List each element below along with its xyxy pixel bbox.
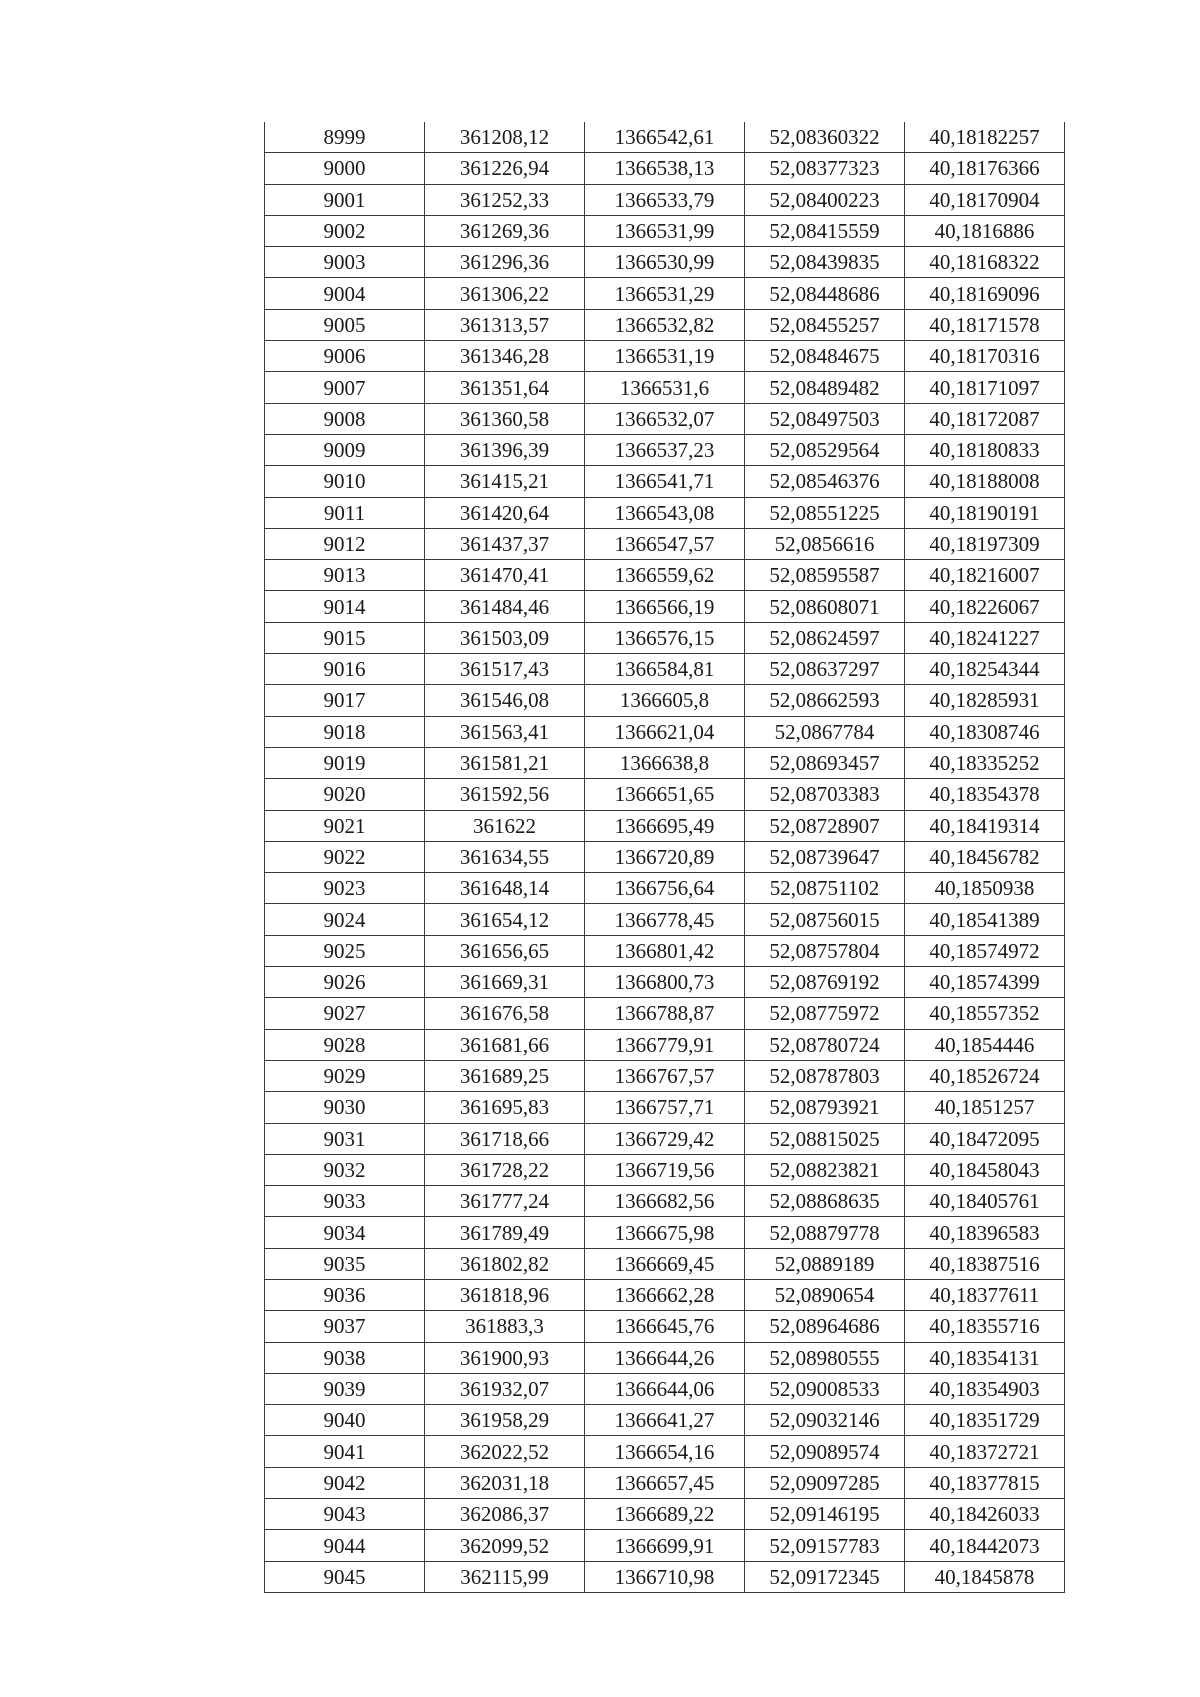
x-coordinate-cell: 361728,22 — [425, 1154, 585, 1185]
table-row — [265, 1405, 1065, 1436]
table-row — [265, 466, 1065, 497]
y-coordinate-cell: 1366584,81 — [585, 654, 745, 685]
point-number-cell: 9035 — [265, 1248, 425, 1279]
longitude-cell: 40,18171578 — [905, 309, 1065, 340]
y-coordinate-cell: 1366682,56 — [585, 1186, 745, 1217]
y-coordinate-cell: 1366605,8 — [585, 685, 745, 716]
x-coordinate-cell: 361654,12 — [425, 904, 585, 935]
latitude-cell: 52,08662593 — [745, 685, 905, 716]
y-coordinate-cell: 1366541,71 — [585, 466, 745, 497]
longitude-cell: 40,18574399 — [905, 967, 1065, 998]
table-row — [265, 247, 1065, 278]
point-number-cell: 9022 — [265, 841, 425, 872]
latitude-cell: 52,08823821 — [745, 1154, 905, 1185]
longitude-cell: 40,1845878 — [905, 1561, 1065, 1592]
x-coordinate-cell: 361634,55 — [425, 841, 585, 872]
x-coordinate-cell: 362086,37 — [425, 1499, 585, 1530]
latitude-cell: 52,08769192 — [745, 967, 905, 998]
point-number-cell: 9021 — [265, 810, 425, 841]
x-coordinate-cell: 361622 — [425, 810, 585, 841]
x-coordinate-cell: 361346,28 — [425, 341, 585, 372]
x-coordinate-cell: 361681,66 — [425, 1029, 585, 1060]
y-coordinate-cell: 1366621,04 — [585, 716, 745, 747]
point-number-cell: 9045 — [265, 1561, 425, 1592]
y-coordinate-cell: 1366644,26 — [585, 1342, 745, 1373]
y-coordinate-cell: 1366530,99 — [585, 247, 745, 278]
point-number-cell: 9003 — [265, 247, 425, 278]
latitude-cell: 52,09089574 — [745, 1436, 905, 1467]
point-number-cell: 9024 — [265, 904, 425, 935]
y-coordinate-cell: 1366531,19 — [585, 341, 745, 372]
x-coordinate-cell: 361306,22 — [425, 278, 585, 309]
table-row — [265, 1029, 1065, 1060]
x-coordinate-cell: 361484,46 — [425, 591, 585, 622]
longitude-cell: 40,18526724 — [905, 1060, 1065, 1091]
y-coordinate-cell: 1366675,98 — [585, 1217, 745, 1248]
table-row — [265, 309, 1065, 340]
y-coordinate-cell: 1366638,8 — [585, 747, 745, 778]
longitude-cell: 40,18387516 — [905, 1248, 1065, 1279]
y-coordinate-cell: 1366662,28 — [585, 1279, 745, 1310]
longitude-cell: 40,18354378 — [905, 779, 1065, 810]
table-row — [265, 122, 1065, 153]
point-number-cell: 9030 — [265, 1092, 425, 1123]
latitude-cell: 52,08551225 — [745, 497, 905, 528]
table-row — [265, 779, 1065, 810]
point-number-cell: 9028 — [265, 1029, 425, 1060]
latitude-cell: 52,08624597 — [745, 622, 905, 653]
latitude-cell: 52,0889189 — [745, 1248, 905, 1279]
latitude-cell: 52,08546376 — [745, 466, 905, 497]
y-coordinate-cell: 1366538,13 — [585, 153, 745, 184]
table-row — [265, 1530, 1065, 1561]
x-coordinate-cell: 361503,09 — [425, 622, 585, 653]
longitude-cell: 40,18442073 — [905, 1530, 1065, 1561]
y-coordinate-cell: 1366801,42 — [585, 935, 745, 966]
x-coordinate-cell: 361313,57 — [425, 309, 585, 340]
y-coordinate-cell: 1366531,6 — [585, 372, 745, 403]
latitude-cell: 52,08497503 — [745, 403, 905, 434]
latitude-cell: 52,09008533 — [745, 1373, 905, 1404]
table-row — [265, 967, 1065, 998]
latitude-cell: 52,08739647 — [745, 841, 905, 872]
longitude-cell: 40,18170316 — [905, 341, 1065, 372]
longitude-cell: 40,1816886 — [905, 215, 1065, 246]
x-coordinate-cell: 361789,49 — [425, 1217, 585, 1248]
table-row — [265, 622, 1065, 653]
x-coordinate-cell: 362115,99 — [425, 1561, 585, 1592]
longitude-cell: 40,18396583 — [905, 1217, 1065, 1248]
longitude-cell: 40,18169096 — [905, 278, 1065, 309]
table-row — [265, 1279, 1065, 1310]
table-row — [265, 716, 1065, 747]
point-number-cell: 9001 — [265, 184, 425, 215]
y-coordinate-cell: 1366576,15 — [585, 622, 745, 653]
y-coordinate-cell: 1366559,62 — [585, 560, 745, 591]
latitude-cell: 52,08484675 — [745, 341, 905, 372]
latitude-cell: 52,08439835 — [745, 247, 905, 278]
latitude-cell: 52,08728907 — [745, 810, 905, 841]
point-number-cell: 9039 — [265, 1373, 425, 1404]
point-number-cell: 9018 — [265, 716, 425, 747]
latitude-cell: 52,08780724 — [745, 1029, 905, 1060]
y-coordinate-cell: 1366669,45 — [585, 1248, 745, 1279]
table-row — [265, 873, 1065, 904]
x-coordinate-cell: 361517,43 — [425, 654, 585, 685]
point-number-cell: 9036 — [265, 1279, 425, 1310]
x-coordinate-cell: 361546,08 — [425, 685, 585, 716]
table-row — [265, 1342, 1065, 1373]
latitude-cell: 52,08964686 — [745, 1311, 905, 1342]
y-coordinate-cell: 1366689,22 — [585, 1499, 745, 1530]
y-coordinate-cell: 1366800,73 — [585, 967, 745, 998]
latitude-cell: 52,08595587 — [745, 560, 905, 591]
longitude-cell: 40,18372721 — [905, 1436, 1065, 1467]
longitude-cell: 40,18351729 — [905, 1405, 1065, 1436]
point-number-cell: 9038 — [265, 1342, 425, 1373]
point-number-cell: 9004 — [265, 278, 425, 309]
x-coordinate-cell: 361592,56 — [425, 779, 585, 810]
latitude-cell: 52,0890654 — [745, 1279, 905, 1310]
table-row — [265, 372, 1065, 403]
y-coordinate-cell: 1366651,65 — [585, 779, 745, 810]
x-coordinate-cell: 361932,07 — [425, 1373, 585, 1404]
point-number-cell: 9026 — [265, 967, 425, 998]
point-number-cell: 9042 — [265, 1467, 425, 1498]
x-coordinate-cell: 361581,21 — [425, 747, 585, 778]
latitude-cell: 52,0867784 — [745, 716, 905, 747]
table-row — [265, 1436, 1065, 1467]
x-coordinate-cell: 361718,66 — [425, 1123, 585, 1154]
point-number-cell: 9017 — [265, 685, 425, 716]
y-coordinate-cell: 1366547,57 — [585, 528, 745, 559]
table-row — [265, 528, 1065, 559]
y-coordinate-cell: 1366767,57 — [585, 1060, 745, 1091]
table-row — [265, 560, 1065, 591]
latitude-cell: 52,08489482 — [745, 372, 905, 403]
longitude-cell: 40,18254344 — [905, 654, 1065, 685]
x-coordinate-cell: 361563,41 — [425, 716, 585, 747]
table-row — [265, 1060, 1065, 1091]
x-coordinate-cell: 361296,36 — [425, 247, 585, 278]
longitude-cell: 40,18176366 — [905, 153, 1065, 184]
point-number-cell: 9014 — [265, 591, 425, 622]
table-row — [265, 1311, 1065, 1342]
x-coordinate-cell: 361437,37 — [425, 528, 585, 559]
longitude-cell: 40,18557352 — [905, 998, 1065, 1029]
y-coordinate-cell: 1366719,56 — [585, 1154, 745, 1185]
longitude-cell: 40,18241227 — [905, 622, 1065, 653]
longitude-cell: 40,18226067 — [905, 591, 1065, 622]
longitude-cell: 40,18405761 — [905, 1186, 1065, 1217]
point-number-cell: 9023 — [265, 873, 425, 904]
table-row — [265, 810, 1065, 841]
table-row — [265, 1092, 1065, 1123]
point-number-cell: 9012 — [265, 528, 425, 559]
table-row — [265, 1467, 1065, 1498]
longitude-cell: 40,18541389 — [905, 904, 1065, 935]
longitude-cell: 40,18426033 — [905, 1499, 1065, 1530]
latitude-cell: 52,08751102 — [745, 873, 905, 904]
x-coordinate-cell: 361226,94 — [425, 153, 585, 184]
point-number-cell: 8999 — [265, 122, 425, 153]
latitude-cell: 52,08448686 — [745, 278, 905, 309]
x-coordinate-cell: 361883,3 — [425, 1311, 585, 1342]
point-number-cell: 9032 — [265, 1154, 425, 1185]
longitude-cell: 40,18355716 — [905, 1311, 1065, 1342]
table-row — [265, 1499, 1065, 1530]
y-coordinate-cell: 1366657,45 — [585, 1467, 745, 1498]
x-coordinate-cell: 361415,21 — [425, 466, 585, 497]
table-row — [265, 278, 1065, 309]
longitude-cell: 40,18172087 — [905, 403, 1065, 434]
y-coordinate-cell: 1366543,08 — [585, 497, 745, 528]
longitude-cell: 40,1850938 — [905, 873, 1065, 904]
x-coordinate-cell: 361351,64 — [425, 372, 585, 403]
latitude-cell: 52,08757804 — [745, 935, 905, 966]
table-row — [265, 998, 1065, 1029]
table-row — [265, 215, 1065, 246]
latitude-cell: 52,08815025 — [745, 1123, 905, 1154]
point-number-cell: 9033 — [265, 1186, 425, 1217]
y-coordinate-cell: 1366641,27 — [585, 1405, 745, 1436]
point-number-cell: 9008 — [265, 403, 425, 434]
longitude-cell: 40,1851257 — [905, 1092, 1065, 1123]
longitude-cell: 40,18335252 — [905, 747, 1065, 778]
longitude-cell: 40,18456782 — [905, 841, 1065, 872]
latitude-cell: 52,09172345 — [745, 1561, 905, 1592]
latitude-cell: 52,08529564 — [745, 434, 905, 465]
y-coordinate-cell: 1366710,98 — [585, 1561, 745, 1592]
table-row — [265, 1154, 1065, 1185]
latitude-cell: 52,09157783 — [745, 1530, 905, 1561]
x-coordinate-cell: 361900,93 — [425, 1342, 585, 1373]
longitude-cell: 40,18472095 — [905, 1123, 1065, 1154]
x-coordinate-cell: 362022,52 — [425, 1436, 585, 1467]
y-coordinate-cell: 1366531,99 — [585, 215, 745, 246]
point-number-cell: 9006 — [265, 341, 425, 372]
point-number-cell: 9020 — [265, 779, 425, 810]
x-coordinate-cell: 362099,52 — [425, 1530, 585, 1561]
table-row — [265, 841, 1065, 872]
y-coordinate-cell: 1366566,19 — [585, 591, 745, 622]
x-coordinate-cell: 361656,65 — [425, 935, 585, 966]
point-number-cell: 9044 — [265, 1530, 425, 1561]
coordinate-table — [264, 122, 1065, 1593]
x-coordinate-cell: 361208,12 — [425, 122, 585, 153]
table-row — [265, 184, 1065, 215]
table-row — [265, 1248, 1065, 1279]
point-number-cell: 9016 — [265, 654, 425, 685]
latitude-cell: 52,08756015 — [745, 904, 905, 935]
longitude-cell: 40,1854446 — [905, 1029, 1065, 1060]
y-coordinate-cell: 1366699,91 — [585, 1530, 745, 1561]
latitude-cell: 52,08637297 — [745, 654, 905, 685]
table-row — [265, 153, 1065, 184]
table-row — [265, 434, 1065, 465]
table-row — [265, 1373, 1065, 1404]
y-coordinate-cell: 1366788,87 — [585, 998, 745, 1029]
latitude-cell: 52,08455257 — [745, 309, 905, 340]
point-number-cell: 9029 — [265, 1060, 425, 1091]
latitude-cell: 52,08360322 — [745, 122, 905, 153]
longitude-cell: 40,18574972 — [905, 935, 1065, 966]
y-coordinate-cell: 1366537,23 — [585, 434, 745, 465]
table-row — [265, 1123, 1065, 1154]
longitude-cell: 40,18377815 — [905, 1467, 1065, 1498]
point-number-cell: 9040 — [265, 1405, 425, 1436]
table-row — [265, 1217, 1065, 1248]
longitude-cell: 40,18168322 — [905, 247, 1065, 278]
x-coordinate-cell: 361689,25 — [425, 1060, 585, 1091]
table-row — [265, 1186, 1065, 1217]
longitude-cell: 40,18170904 — [905, 184, 1065, 215]
point-number-cell: 9010 — [265, 466, 425, 497]
latitude-cell: 52,09146195 — [745, 1499, 905, 1530]
x-coordinate-cell: 361470,41 — [425, 560, 585, 591]
x-coordinate-cell: 361269,36 — [425, 215, 585, 246]
longitude-cell: 40,18419314 — [905, 810, 1065, 841]
point-number-cell: 9037 — [265, 1311, 425, 1342]
x-coordinate-cell: 361669,31 — [425, 967, 585, 998]
point-number-cell: 9034 — [265, 1217, 425, 1248]
point-number-cell: 9043 — [265, 1499, 425, 1530]
point-number-cell: 9041 — [265, 1436, 425, 1467]
coordinate-table-body — [265, 122, 1065, 1592]
latitude-cell: 52,09032146 — [745, 1405, 905, 1436]
longitude-cell: 40,18458043 — [905, 1154, 1065, 1185]
longitude-cell: 40,18308746 — [905, 716, 1065, 747]
latitude-cell: 52,08879778 — [745, 1217, 905, 1248]
x-coordinate-cell: 361252,33 — [425, 184, 585, 215]
table-row — [265, 654, 1065, 685]
latitude-cell: 52,09097285 — [745, 1467, 905, 1498]
longitude-cell: 40,18182257 — [905, 122, 1065, 153]
longitude-cell: 40,18180833 — [905, 434, 1065, 465]
point-number-cell: 9011 — [265, 497, 425, 528]
table-row — [265, 591, 1065, 622]
latitude-cell: 52,08793921 — [745, 1092, 905, 1123]
point-number-cell: 9025 — [265, 935, 425, 966]
table-row — [265, 497, 1065, 528]
x-coordinate-cell: 361420,64 — [425, 497, 585, 528]
x-coordinate-cell: 361676,58 — [425, 998, 585, 1029]
point-number-cell: 9002 — [265, 215, 425, 246]
point-number-cell: 9013 — [265, 560, 425, 591]
point-number-cell: 9009 — [265, 434, 425, 465]
point-number-cell: 9027 — [265, 998, 425, 1029]
latitude-cell: 52,08775972 — [745, 998, 905, 1029]
table-row — [265, 935, 1065, 966]
latitude-cell: 52,08703383 — [745, 779, 905, 810]
latitude-cell: 52,08787803 — [745, 1060, 905, 1091]
point-number-cell: 9007 — [265, 372, 425, 403]
x-coordinate-cell: 361777,24 — [425, 1186, 585, 1217]
x-coordinate-cell: 361818,96 — [425, 1279, 585, 1310]
y-coordinate-cell: 1366756,64 — [585, 873, 745, 904]
table-row — [265, 403, 1065, 434]
point-number-cell: 9019 — [265, 747, 425, 778]
longitude-cell: 40,18377611 — [905, 1279, 1065, 1310]
y-coordinate-cell: 1366654,16 — [585, 1436, 745, 1467]
point-number-cell: 9000 — [265, 153, 425, 184]
table-row — [265, 904, 1065, 935]
y-coordinate-cell: 1366542,61 — [585, 122, 745, 153]
y-coordinate-cell: 1366720,89 — [585, 841, 745, 872]
point-number-cell: 9015 — [265, 622, 425, 653]
y-coordinate-cell: 1366533,79 — [585, 184, 745, 215]
longitude-cell: 40,18216007 — [905, 560, 1065, 591]
x-coordinate-cell: 361396,39 — [425, 434, 585, 465]
table-row — [265, 1561, 1065, 1592]
latitude-cell: 52,08400223 — [745, 184, 905, 215]
y-coordinate-cell: 1366644,06 — [585, 1373, 745, 1404]
longitude-cell: 40,18197309 — [905, 528, 1065, 559]
y-coordinate-cell: 1366645,76 — [585, 1311, 745, 1342]
y-coordinate-cell: 1366757,71 — [585, 1092, 745, 1123]
x-coordinate-cell: 361958,29 — [425, 1405, 585, 1436]
table-row — [265, 341, 1065, 372]
point-number-cell: 9005 — [265, 309, 425, 340]
latitude-cell: 52,08868635 — [745, 1186, 905, 1217]
table-row — [265, 747, 1065, 778]
x-coordinate-cell: 361802,82 — [425, 1248, 585, 1279]
latitude-cell: 52,08980555 — [745, 1342, 905, 1373]
latitude-cell: 52,08415559 — [745, 215, 905, 246]
longitude-cell: 40,18354903 — [905, 1373, 1065, 1404]
y-coordinate-cell: 1366532,82 — [585, 309, 745, 340]
y-coordinate-cell: 1366778,45 — [585, 904, 745, 935]
latitude-cell: 52,0856616 — [745, 528, 905, 559]
longitude-cell: 40,18285931 — [905, 685, 1065, 716]
longitude-cell: 40,18354131 — [905, 1342, 1065, 1373]
latitude-cell: 52,08377323 — [745, 153, 905, 184]
y-coordinate-cell: 1366695,49 — [585, 810, 745, 841]
longitude-cell: 40,18171097 — [905, 372, 1065, 403]
y-coordinate-cell: 1366729,42 — [585, 1123, 745, 1154]
x-coordinate-cell: 361648,14 — [425, 873, 585, 904]
y-coordinate-cell: 1366531,29 — [585, 278, 745, 309]
y-coordinate-cell: 1366532,07 — [585, 403, 745, 434]
latitude-cell: 52,08608071 — [745, 591, 905, 622]
x-coordinate-cell: 362031,18 — [425, 1467, 585, 1498]
longitude-cell: 40,18190191 — [905, 497, 1065, 528]
x-coordinate-cell: 361360,58 — [425, 403, 585, 434]
x-coordinate-cell: 361695,83 — [425, 1092, 585, 1123]
point-number-cell: 9031 — [265, 1123, 425, 1154]
longitude-cell: 40,18188008 — [905, 466, 1065, 497]
y-coordinate-cell: 1366779,91 — [585, 1029, 745, 1060]
latitude-cell: 52,08693457 — [745, 747, 905, 778]
table-row — [265, 685, 1065, 716]
